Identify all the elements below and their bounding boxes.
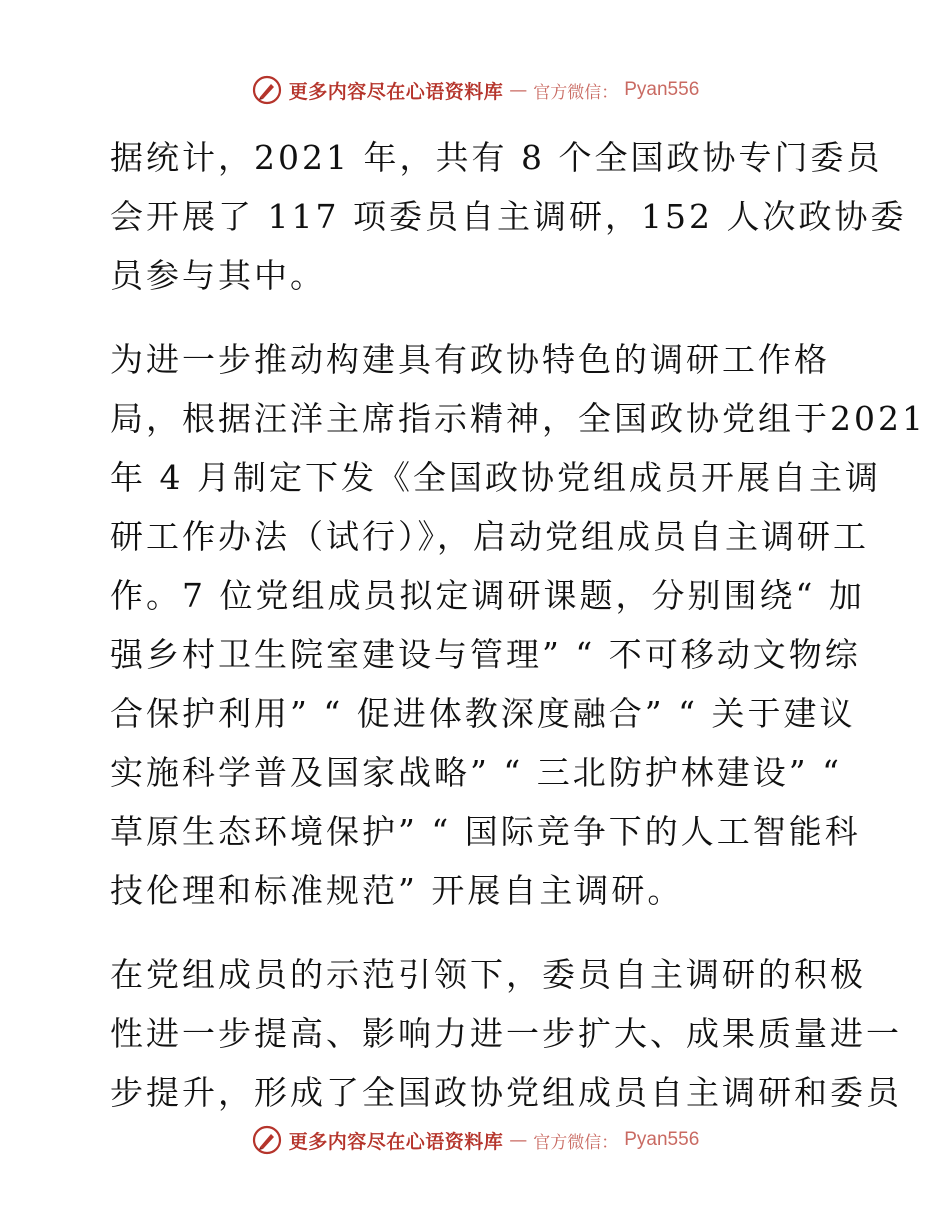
text-line: 在党组成员的示范引领下，委员自主调研的积极 [110, 955, 866, 994]
footer-brand-text: 更多内容尽在心语资料库 [288, 1130, 504, 1153]
text-line: 步提升，形成了全国政协党组成员自主调研和委员 [110, 1073, 902, 1112]
header-wechat-label: 官方微信： [533, 82, 619, 103]
paragraph-1 [98, 128, 907, 305]
header-watermark [0, 72, 950, 108]
header-dash: — [509, 79, 528, 101]
pen-logo-icon [251, 74, 283, 106]
text-line: 性进一步提高、影响力进一步扩大、成果质量进一 [110, 1014, 902, 1053]
text-line: 为进一步推动构建具有政协特色的调研工作格 [110, 340, 830, 379]
text-line: 技伦理和标准规范” 开展自主调研。 [110, 871, 684, 910]
text-line: 草原生态环境保护” “ 国际竞争下的人工智能科 [110, 812, 861, 851]
document-body [98, 128, 926, 1147]
footer-dash: — [509, 1129, 528, 1151]
text-line: 实施科学普及国家战略” “ 三北防护林建设” “ [110, 753, 842, 792]
paragraph-2 [98, 330, 926, 920]
text-line: 年 4 月制定下发《全国政协党组成员开展自主调 [110, 458, 881, 497]
text-line: 局，根据汪洋主席指示精神，全国政协党组于2021 [110, 399, 926, 438]
header-wechat-id: Pyan556 [624, 79, 700, 100]
header-brand-text: 更多内容尽在心语资料库 [288, 80, 504, 103]
footer-wechat-id: Pyan556 [624, 1129, 700, 1150]
text-line: 强乡村卫生院室建设与管理” “ 不可移动文物综 [110, 635, 861, 674]
pen-logo-icon [251, 1124, 283, 1156]
text-line: 作。7 位党组成员拟定调研课题，分别围绕“ 加 [110, 576, 865, 615]
footer-wechat-label: 官方微信： [533, 1132, 619, 1153]
text-line: 据统计，2021 年，共有 8 个全国政协专门委员 [110, 138, 883, 177]
text-line: 会开展了 117 项委员自主调研，152 人次政协委 [110, 197, 907, 236]
text-line: 员参与其中。 [110, 256, 326, 295]
text-line: 合保护利用” “ 促进体教深度融合” “ 关于建议 [110, 694, 856, 733]
footer-watermark [0, 1122, 950, 1158]
text-line: 研工作办法（试行）》，启动党组成员自主调研工 [110, 517, 869, 556]
paragraph-3 [98, 945, 902, 1122]
